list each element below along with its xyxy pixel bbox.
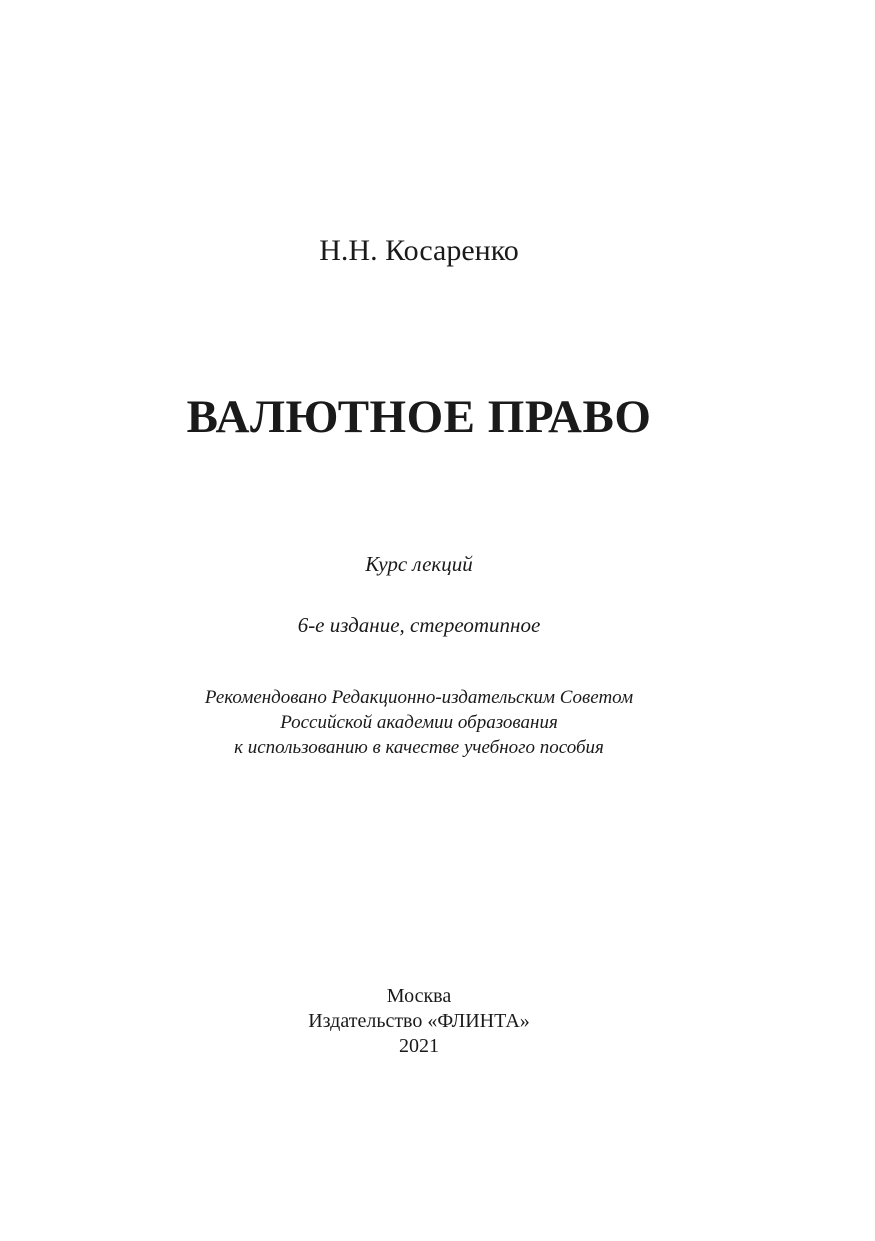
imprint-block — [0, 984, 838, 1059]
author-name: Н.Н. Косаренко — [319, 234, 519, 267]
recommendation-line: Российской академии образования — [280, 712, 558, 733]
edition-note: 6-е издание, стереотипное — [297, 613, 541, 637]
recommendation-block — [0, 685, 838, 760]
imprint-year: 2021 — [399, 1035, 439, 1057]
recommendation-line: Рекомендовано Редакционно-издательским Советом — [204, 687, 634, 708]
book-subtitle: Курс лекций — [365, 552, 473, 576]
imprint-city: Москва — [386, 985, 452, 1007]
recommendation-line: к использованию в качестве учебного пособия — [234, 737, 604, 758]
book-title: ВАЛЮТНОЕ ПРАВО — [186, 391, 652, 443]
imprint-publisher: Издательство «ФЛИНТА» — [308, 1010, 530, 1032]
